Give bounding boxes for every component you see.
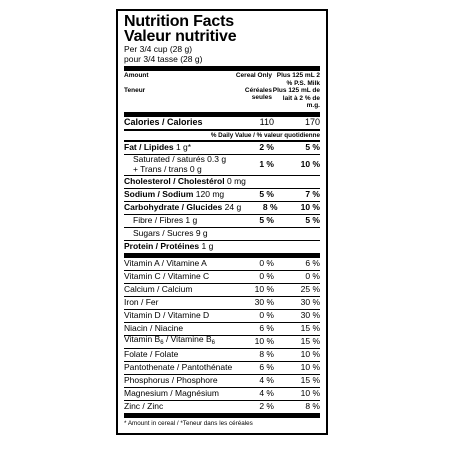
daily-value-header: % Daily Value / % valeur quotidienne (210, 131, 320, 139)
vitamin-row-pantothenate: Pantothenate / Pantothénate 6 % 10 % (124, 362, 320, 372)
vitamin-row-d: Vitamin D / Vitamine D 0 % 30 % (124, 310, 320, 320)
mineral-row-calcium: Calcium / Calcium 10 % 25 % (124, 284, 320, 294)
title-french: Valeur nutritive (124, 28, 237, 45)
col2-header-en: Plus 125 mL 2 % P.S. Milk (276, 72, 320, 87)
nutrient-row-fat: Fat / Lipides 1 g* 2 % 5 % (124, 142, 320, 152)
nutrient-row-protein: Protein / Protéines 1 g (124, 241, 214, 251)
amount-label-fr: Teneur (124, 86, 146, 94)
footnote: * Amount in cereal / *Teneur dans les céréales (124, 419, 253, 427)
nutrient-row-saturated-trans: Saturated / saturés 0.3 g + Trans / trans 0 g 1 % 10 % (133, 154, 320, 174)
vitamin-row-niacin: Niacin / Niacine 6 % 15 % (124, 323, 320, 333)
column-header-row (124, 71, 320, 110)
nutrient-row-fibre: Fibre / Fibres 1 g 5 % 5 % (133, 215, 320, 225)
col1-header-fr: Céréales seules (244, 86, 272, 101)
col1-header-en: Cereal Only (235, 72, 272, 79)
nutrient-row-sugars: Sugars / Sucres 9 g (133, 228, 208, 238)
nutrient-row-sodium: Sodium / Sodium 120 mg 5 % 7 % (124, 189, 320, 199)
col2-header-fr: Plus 125 mL de lait à 2 % de m.g. (272, 87, 320, 109)
mineral-row-zinc: Zinc / Zinc 2 % 8 % (124, 401, 320, 411)
vitamin-row-c: Vitamin C / Vitamine C 0 % 0 % (124, 271, 320, 281)
calories-row: Calories / Calories 110 170 (124, 117, 320, 127)
serving-size-french: pour 3/4 tasse (28 g) (124, 54, 203, 64)
nutrition-facts-label (116, 9, 328, 435)
amount-label-en: Amount (124, 72, 149, 79)
vitamin-row-folate: Folate / Folate 8 % 10 % (124, 349, 320, 359)
nutrient-row-carbohydrate: Carbohydrate / Glucides 24 g 8 % 10 % (124, 202, 320, 212)
mineral-row-phosphorus: Phosphorus / Phosphore 4 % 15 % (124, 375, 320, 385)
mineral-row-magnesium: Magnesium / Magnésium 4 % 10 % (124, 388, 320, 398)
vitamin-row-a: Vitamin A / Vitamine A 0 % 6 % (124, 258, 320, 268)
title-english: Nutrition Facts (124, 13, 234, 30)
vitamin-row-b6: Vitamin $B_6$ / Vitamine $B_6$ 10 % 15 % (124, 334, 320, 346)
serving-size-english: Per 3/4 cup (28 g) (124, 44, 193, 54)
mineral-row-iron: Iron / Fer 30 % 30 % (124, 297, 320, 307)
nutrient-row-cholesterol: Cholesterol / Cholestérol 0 mg (124, 176, 246, 186)
